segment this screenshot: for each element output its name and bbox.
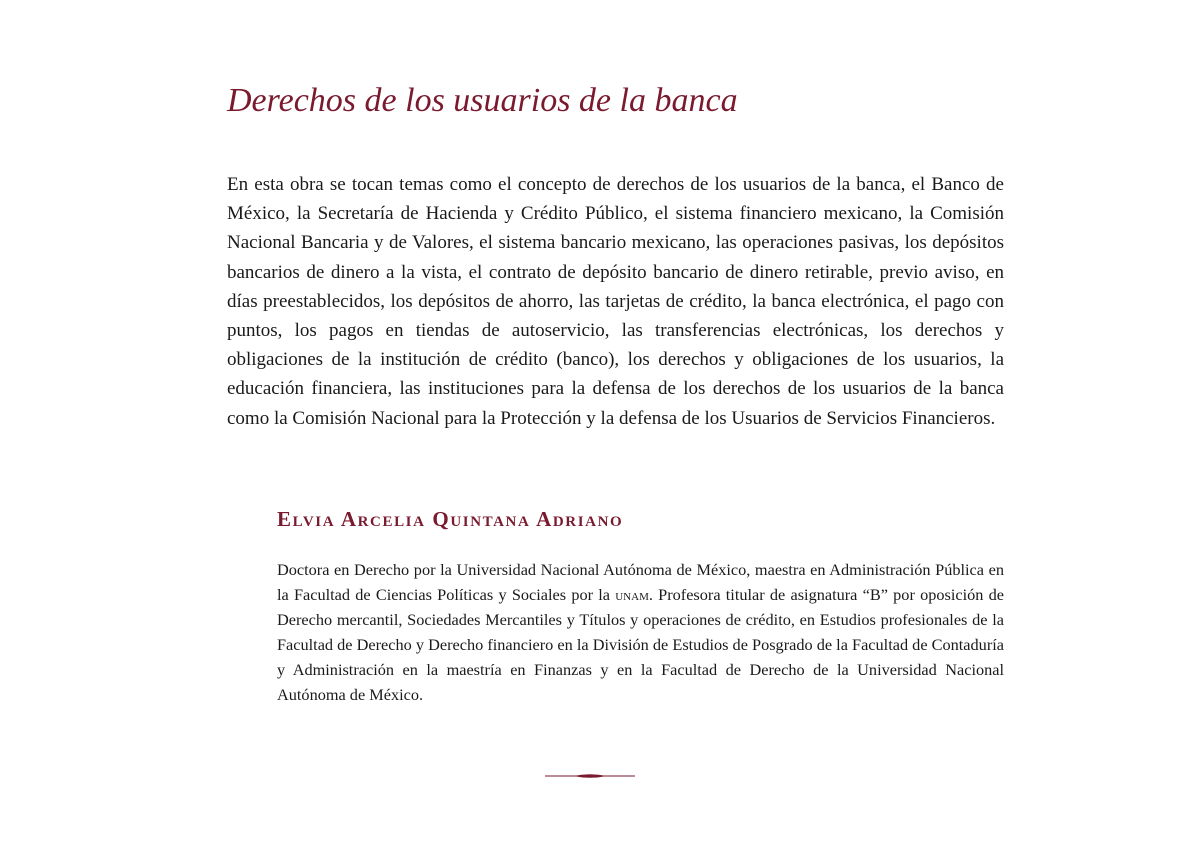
page-title: Derechos de los usuarios de la banca <box>227 82 738 119</box>
author-bio <box>277 557 1004 707</box>
book-summary: En esta obra se tocan temas como el concepto de derechos de los usuarios de la banca, el Banco de México, la Secretaría de Hacienda y Crédito Público, el sistema financiero mexicano, la Comisión Nacional Bancaria y de Valores, el sistema bancario mexicano, las operaciones pasivas, los depósitos bancarios de dinero a la vista, el contrato de depósito bancario de dinero retirable, previo aviso, en días preestablecidos, los depósitos de ahorro, las tarjetas de crédito, la banca electrónica, el pago con puntos, los pagos en tiendas de autoservicio, las transferencias electrónicas, los derechos y obligaciones de la institución de crédito (banco), los derechos y obligaciones de los usuarios, la educación financiera, las instituciones para la defensa de los derechos de los usuarios de la banca como la Comisión Nacional para la Protección y la defensa de los Usuarios de Servicios Financieros. <box>227 174 1004 429</box>
divider-ornament-icon <box>545 770 635 782</box>
author-bio-text-end: . Profesora titular de asignatura “B” por oposición de Derecho mercantil, Sociedades Mercantiles y Títulos y operaciones de crédito, en Estudios profesionales de la Facultad de Derecho y Derecho financiero en la División de Estudios de Posgrado de la Facultad de Contaduría y Administración en la maestría en Finanzas y en la Facultad de Derecho de la Universidad Nacional Autónoma de México. <box>277 585 1004 704</box>
author-bio-abbreviation: unam <box>615 585 649 604</box>
author-bio-text-start: Doctora en Derecho por la Universidad Nacional Autónoma de México, maestra en Administración Pública en la Facultad de Ciencias Políticas y Sociales por la <box>277 560 1004 604</box>
author-name: Elvia Arcelia Quintana Adriano <box>277 507 624 531</box>
